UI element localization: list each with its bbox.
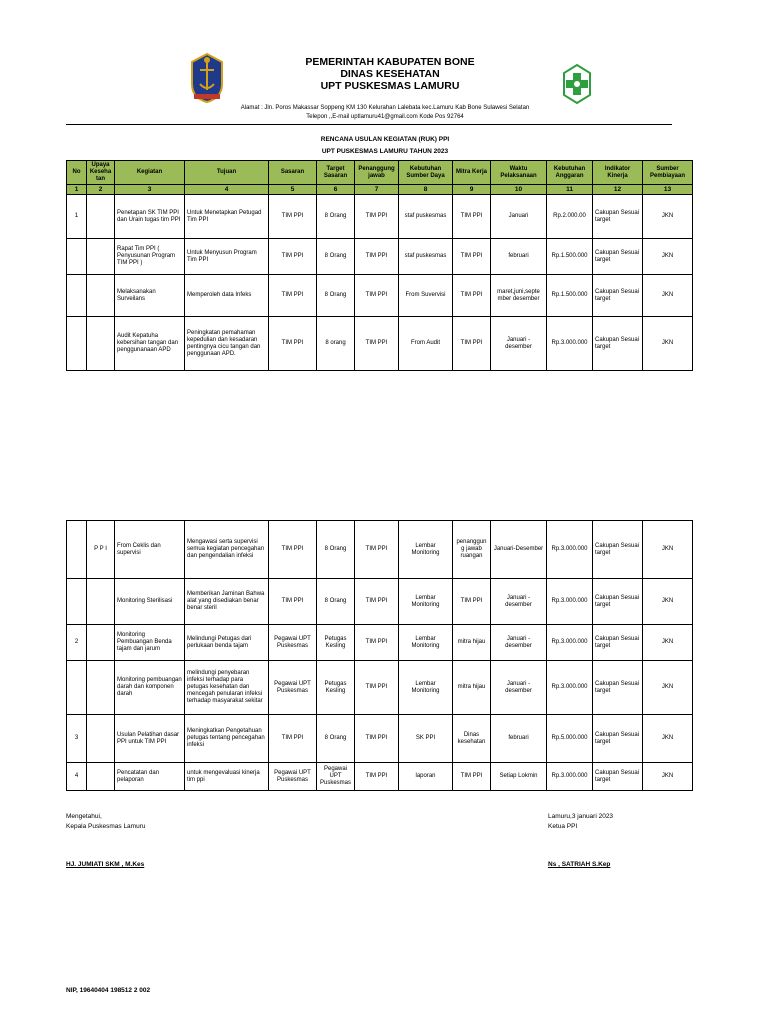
- table-cell: JKN: [643, 521, 693, 579]
- sign-right-name: Ns , SATRIAH S.Kep: [548, 861, 611, 868]
- table-cell: [67, 661, 87, 715]
- table-cell: [87, 763, 115, 791]
- table-cell: [67, 579, 87, 625]
- table-cell: [87, 239, 115, 275]
- table-cell: Cakupan Sesuai target: [593, 661, 643, 715]
- table-cell: TIM PPI: [355, 715, 399, 763]
- table-cell: Januari - desember: [491, 625, 547, 661]
- table-cell: Cakupan Sesuai target: [593, 317, 643, 371]
- table-cell: Rp.3.000.000: [547, 625, 593, 661]
- column-number-cell: 13: [643, 185, 693, 195]
- header-divider: [66, 124, 672, 125]
- table-cell: Petugas Kesling: [317, 661, 355, 715]
- table-cell: Meningkatkan Pengetahuan petugas tentang pencegahan infeksi: [185, 715, 269, 763]
- table-cell: JKN: [643, 661, 693, 715]
- table-cell: JKN: [643, 715, 693, 763]
- table-cell: Januari-Desember: [491, 521, 547, 579]
- table-cell: mitra hijau: [453, 661, 491, 715]
- table-cell: JKN: [643, 317, 693, 371]
- table-cell: februari: [491, 715, 547, 763]
- table-cell: Rp.3.000.000: [547, 579, 593, 625]
- table-cell: JKN: [643, 763, 693, 791]
- column-number-cell: 11: [547, 185, 593, 195]
- doc-title-2: UPT PUSKESMAS LAMURU TAHUN 2023: [321, 148, 449, 155]
- table-cell: Lembar Monitoring: [399, 521, 453, 579]
- table-cell: TIM PPI: [355, 195, 399, 239]
- header-cell: Target Sasaran: [317, 161, 355, 185]
- table-cell: Cakupan Sesuai target: [593, 715, 643, 763]
- table-cell: TIM PPI: [355, 763, 399, 791]
- table-cell: TIM PPI: [453, 763, 491, 791]
- table-cell: [67, 275, 87, 317]
- column-number-cell: 7: [355, 185, 399, 195]
- column-number-cell: 4: [185, 185, 269, 195]
- ruk-table-top: [66, 160, 693, 371]
- table-cell: TIM PPI: [355, 579, 399, 625]
- table-cell: Januari - desember: [491, 661, 547, 715]
- table-cell: [67, 521, 87, 579]
- header-line-3: UPT PUSKESMAS LAMURU: [320, 80, 460, 92]
- table-row: [67, 625, 693, 661]
- table-cell: Rp.3.000.000: [547, 661, 593, 715]
- table-cell: Dinas kesehatan: [453, 715, 491, 763]
- table-cell: Pegawai UPT Puskesmas: [317, 763, 355, 791]
- table-cell: Cakupan Sesuai target: [593, 275, 643, 317]
- sign-left-nip: NIP, 19640404 198512 2 002: [66, 987, 151, 994]
- table-cell: melindungi penyebaran infeksi terhadap para petugas kesehatan dan mencegah penularan infeksi terhadap masyarakat sekitar: [185, 661, 269, 715]
- table-cell: TIM PPI: [355, 317, 399, 371]
- column-number-cell: 9: [453, 185, 491, 195]
- header-address: Alamat : Jln. Poros Makassar Soppeng KM 130 Kelurahan Lalebata kec.Lamuru Kab Bone Sulawesi Selatan: [240, 105, 530, 111]
- table-cell: Melaksanakan Surveilans: [115, 275, 185, 317]
- table-cell: 8 orang: [317, 317, 355, 371]
- header-cell: Kebutuhan Anggaran: [547, 161, 593, 185]
- table-cell: TIM PPI: [355, 275, 399, 317]
- table-cell: maret,juni,septe mber desember: [491, 275, 547, 317]
- table-cell: mitra hijau: [453, 625, 491, 661]
- table-cell: TIM PPI: [453, 195, 491, 239]
- table-cell: [87, 661, 115, 715]
- table-cell: 2: [67, 625, 87, 661]
- sign-left-line2: Kepala Puskesmas Lamuru: [66, 823, 146, 830]
- table-cell: Lembar Monitoring: [399, 579, 453, 625]
- column-number-cell: 1: [67, 185, 87, 195]
- table-cell: Memberikan Jaminan Bahwa alat yang disediakan benar benar steril: [185, 579, 269, 625]
- header-cell: Sasaran: [269, 161, 317, 185]
- header-contact: Telepon ,,E-mail uptlamuru41@gmail.com Kode Pos 92764: [306, 114, 464, 120]
- table-cell: [87, 317, 115, 371]
- table-cell: Rapat Tim PPI ( Penyusunan Program TIM PPI ): [115, 239, 185, 275]
- table-cell: From Ceklis dan supervisi: [115, 521, 185, 579]
- column-number-cell: 2: [87, 185, 115, 195]
- table-cell: Cakupan Sesuai target: [593, 239, 643, 275]
- table-cell: JKN: [643, 579, 693, 625]
- table-cell: Audit Kepatuha kebersihan tangan dan penggunanaan APD: [115, 317, 185, 371]
- table-cell: Januari - desember: [491, 579, 547, 625]
- table-cell: 8 Orang: [317, 239, 355, 275]
- table-cell: Pegawai UPT Puskesmas: [269, 763, 317, 791]
- table-cell: Setiap Lokmin: [491, 763, 547, 791]
- table-cell: Pegawai UPT Puskesmas: [269, 661, 317, 715]
- header-line-1: PEMERINTAH KABUPATEN BONE: [305, 56, 475, 68]
- header-cell: No: [67, 161, 87, 185]
- column-number-cell: 3: [115, 185, 185, 195]
- table-cell: Memperoleh data Infeks: [185, 275, 269, 317]
- table-cell: [87, 579, 115, 625]
- column-number-cell: 10: [491, 185, 547, 195]
- table-cell: P P I: [87, 521, 115, 579]
- table-cell: Cakupan Sesuai target: [593, 521, 643, 579]
- table-cell: JKN: [643, 195, 693, 239]
- table-cell: [87, 625, 115, 661]
- doc-title-1: RENCANA USULAN KEGIATAN (RUK) PPI: [320, 136, 450, 143]
- header-cell: Kebutuhan Sumber Daya: [399, 161, 453, 185]
- table-cell: TIM PPI: [355, 239, 399, 275]
- kabupaten-bone-emblem-icon: [188, 52, 226, 104]
- table-cell: Penetapan SK TIM PPI dan Urain tugas tim PPI: [115, 195, 185, 239]
- table-cell: 1: [67, 195, 87, 239]
- table-cell: TIM PPI: [269, 715, 317, 763]
- table-cell: TIM PPI: [355, 521, 399, 579]
- table-row: [67, 317, 693, 371]
- table-cell: Melindungi Petugas dari perlukaan benda tajam: [185, 625, 269, 661]
- table-cell: Lembar Monitoring: [399, 625, 453, 661]
- table-cell: 8 Orang: [317, 579, 355, 625]
- table-cell: SK PPI: [399, 715, 453, 763]
- header-cell: Tujuan: [185, 161, 269, 185]
- table-cell: Cakupan Sesuai target: [593, 579, 643, 625]
- table-cell: TIM PPI: [269, 239, 317, 275]
- table-cell: [87, 195, 115, 239]
- table-cell: [87, 275, 115, 317]
- column-number-cell: 6: [317, 185, 355, 195]
- table-cell: TIM PPI: [453, 579, 491, 625]
- table-cell: Monitoring Pembuangan Benda tajam dan jarum: [115, 625, 185, 661]
- table-cell: untuk mengevaluasi kinerja tim ppi: [185, 763, 269, 791]
- sign-left-line1: Mengetahui,: [66, 813, 102, 820]
- table-cell: Rp.2.000.00: [547, 195, 593, 239]
- table-cell: Untuk Menetapkan Petugad Tim PPI: [185, 195, 269, 239]
- table-row: [67, 715, 693, 763]
- table-cell: Peningkatan pemahaman kepedulian dan kesadaran pentingnya cicu tangan dan penggunaan APD.: [185, 317, 269, 371]
- table-cell: [67, 317, 87, 371]
- table-cell: Lembar Monitoring: [399, 661, 453, 715]
- table-row: [67, 195, 693, 239]
- table-cell: TIM PPI: [269, 579, 317, 625]
- table-cell: Cakupan Sesuai target: [593, 195, 643, 239]
- ruk-table-bottom: [66, 520, 693, 791]
- table-cell: Rp.3.000.000: [547, 521, 593, 579]
- table-cell: Rp.1.500.000: [547, 275, 593, 317]
- table-row: [67, 275, 693, 317]
- sign-left-name: HJ. JUMIATI SKM , M.Kes: [66, 861, 145, 868]
- table-cell: staf puskesmas: [399, 239, 453, 275]
- table-cell: TIM PPI: [269, 317, 317, 371]
- table-row: [67, 763, 693, 791]
- table-cell: Usulan Pelatihan dasar PPI untuk TIM PPI: [115, 715, 185, 763]
- table-cell: TIM PPI: [453, 317, 491, 371]
- table-cell: 8 Orang: [317, 195, 355, 239]
- table-cell: TIM PPI: [269, 275, 317, 317]
- table-cell: TIM PPI: [453, 239, 491, 275]
- table-cell: penanggun g jawab ruangan: [453, 521, 491, 579]
- table-cell: Untuk Menyusun Program Tim PPI: [185, 239, 269, 275]
- header-cell: Mitra Kerja: [453, 161, 491, 185]
- table-cell: februari: [491, 239, 547, 275]
- table-cell: Januari: [491, 195, 547, 239]
- table-cell: [87, 715, 115, 763]
- table-cell: Cakupan Sesuai target: [593, 625, 643, 661]
- table-cell: [67, 239, 87, 275]
- header-cell: Sumber Pembiayaan: [643, 161, 693, 185]
- sign-right-line1: Lamuru,3 januari 2023: [548, 813, 614, 820]
- table-cell: Mengawasi serta supervisi semua kegiatan pencegahan dan pengendalian infeksi: [185, 521, 269, 579]
- table-cell: Monitoring Sterilisasi: [115, 579, 185, 625]
- table-cell: From Suvervisi: [399, 275, 453, 317]
- column-number-cell: 5: [269, 185, 317, 195]
- header-line-2: DINAS KESEHATAN: [340, 68, 440, 80]
- table-cell: Pegawai UPT Puskesmas: [269, 625, 317, 661]
- header-cell: Indikator Kinerja: [593, 161, 643, 185]
- table-cell: Rp.5.000.000: [547, 715, 593, 763]
- table-cell: TIM PPI: [269, 195, 317, 239]
- header-cell: Waktu Pelaksanaan: [491, 161, 547, 185]
- sign-right-line2: Ketua PPI: [548, 823, 578, 830]
- table-cell: From Audit: [399, 317, 453, 371]
- table-cell: JKN: [643, 625, 693, 661]
- table-cell: 8 Orang: [317, 275, 355, 317]
- header-cell: Penanggung jawab: [355, 161, 399, 185]
- table-row: [67, 579, 693, 625]
- column-number-cell: 8: [399, 185, 453, 195]
- table-cell: JKN: [643, 239, 693, 275]
- table-cell: TIM PPI: [355, 625, 399, 661]
- table-cell: TIM PPI: [355, 661, 399, 715]
- table-cell: Petugas Kesling: [317, 625, 355, 661]
- column-number-cell: 12: [593, 185, 643, 195]
- table-cell: Cakupan Sesuai target: [593, 763, 643, 791]
- table-cell: Rp.3.000.000: [547, 763, 593, 791]
- table-cell: TIM PPI: [269, 521, 317, 579]
- table-cell: Rp.1.500.000: [547, 239, 593, 275]
- table-cell: 8 Orang: [317, 715, 355, 763]
- table-cell: 8 Orang: [317, 521, 355, 579]
- table-row: [67, 239, 693, 275]
- table-cell: Monitoring pembuangan darah dan komponen darah: [115, 661, 185, 715]
- table-cell: JKN: [643, 275, 693, 317]
- table-cell: Pencatatan dan pelaporan: [115, 763, 185, 791]
- table-cell: Januari - desember: [491, 317, 547, 371]
- table-cell: laporan: [399, 763, 453, 791]
- header-cell: Upaya Kesehatan: [87, 161, 115, 185]
- table-cell: Rp.3.000.000: [547, 317, 593, 371]
- puskesmas-cross-logo-icon: [562, 64, 592, 104]
- table-cell: 4: [67, 763, 87, 791]
- table-row: [67, 521, 693, 579]
- table-cell: 3: [67, 715, 87, 763]
- table-cell: TIM PPI: [453, 275, 491, 317]
- table-cell: staf puskesmas: [399, 195, 453, 239]
- table-row: [67, 661, 693, 715]
- header-cell: Kegiatan: [115, 161, 185, 185]
